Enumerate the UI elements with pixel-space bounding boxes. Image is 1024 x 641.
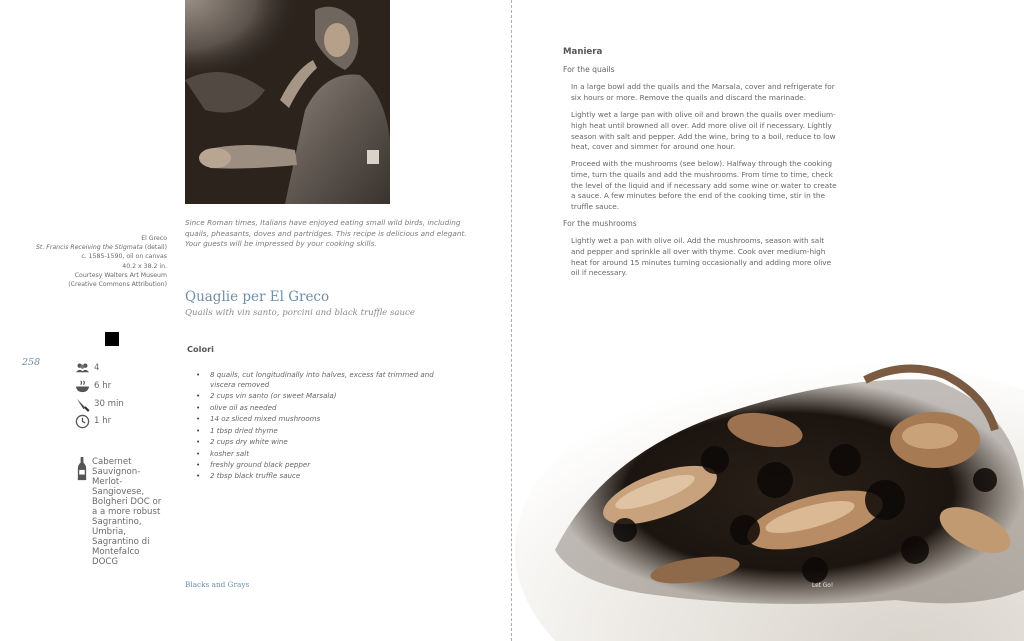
black-square-mark xyxy=(105,332,119,346)
wine-text: Cabernet Sauvignon-Merlot-Sangiovese, Bolgheri DOC or a a more robust Sagrantino, Umbria, Sagrantino di Montefalco DOCG xyxy=(92,457,162,567)
clock-icon xyxy=(74,413,90,429)
ingredients-heading: Colori xyxy=(187,344,214,354)
credit-license: (Creative Commons Attribution) xyxy=(68,281,167,289)
knife-icon xyxy=(74,396,90,412)
marinate-time-value: 6 hr xyxy=(94,381,112,391)
painting-image xyxy=(185,0,390,204)
credit-date-medium: c. 1585-1590, oil on canvas xyxy=(81,253,167,261)
credit-work-name: St. Francis Receiving the Stigmata xyxy=(36,244,143,252)
ingredient-item: • olive oil as needed xyxy=(196,403,451,413)
prep-row xyxy=(74,396,174,412)
credit-work-note: (detail) xyxy=(144,244,167,252)
people-icon xyxy=(74,360,90,376)
recipe-subtitle: Quails with vin santo, porcini and black truffle sauce xyxy=(185,308,415,318)
credit-dimensions: 40.2 x 38.2 in. xyxy=(122,262,167,270)
marinate-row xyxy=(74,378,174,394)
section-quails-label: For the quails xyxy=(563,65,615,74)
ingredient-item: • 8 quails, cut longitudinally into halves, excess fat trimmed and viscera removed xyxy=(196,370,451,389)
quail-step-1: In a large bowl add the quails and the Marsala, cover and refrigerate for six hours or more. Remove the quails and discard the marinade. xyxy=(571,82,835,102)
photo-credit: Let Go! xyxy=(812,583,834,589)
ingredient-item: • 2 tbsp black truffle sauce xyxy=(196,471,451,481)
credit-artist: El Greco xyxy=(141,235,167,242)
food-photo xyxy=(515,320,1024,641)
quail-step-3: Proceed with the mushrooms (see below). Halfway through the cooking time, turn the quails and add the mushrooms. From time to time, check the level of the liquid and if necessary add some wine or water to create a sauce. A few minutes before the end of the cooking time, stir in the truffle sauce. xyxy=(571,159,837,212)
page-number-left: 258 xyxy=(22,357,41,368)
wine-bottle-icon xyxy=(76,457,88,567)
ingredient-item: • 2 cups vin santo (or sweet Marsala) xyxy=(196,391,451,401)
ingredients-list xyxy=(196,370,451,483)
quail-step-2: Lightly wet a large pan with olive oil and brown the quails over medium-high heat until browned all over. Add more olive oil if necessary. Lightly season with salt and pepper. Add the wine, bring to a boil, reduce to low heat, cover and simmer for around one hour. xyxy=(571,110,836,152)
cook-time-value: 1 hr xyxy=(94,416,112,426)
credit-work-title xyxy=(30,243,167,252)
section-mushrooms-label: For the mushrooms xyxy=(563,219,637,228)
cook-row xyxy=(74,413,174,429)
page-divider xyxy=(511,0,512,641)
wine-pairing xyxy=(76,457,166,567)
prep-time-value: 30 min xyxy=(94,399,124,409)
servings-value: 4 xyxy=(94,363,100,373)
mushroom-step-1: Lightly wet a pan with olive oil. Add the mushrooms, season with salt and pepper and sprinkle all over with thyme. Cook over medium-high heat for around 15 minutes turning occasionally and adding more olive oil if necessary. xyxy=(571,236,832,278)
ingredient-item: • 14 oz sliced mixed mushrooms xyxy=(196,414,451,424)
ingredient-item: • kosher salt xyxy=(196,449,451,459)
page-footer: Blacks and Grays xyxy=(185,580,250,589)
painting-credit xyxy=(30,234,167,289)
credit-courtesy: Courtesy Walters Art Museum xyxy=(74,271,167,279)
method-heading: Maniera xyxy=(563,47,603,57)
intro-text: Since Roman times, Italians have enjoyed eating small wild birds, including quails, pheasants, doves and partridges. This recipe is delicious and elegant. Your guests will be impressed by your cooking skills. xyxy=(185,218,467,249)
ingredient-item: • freshly ground black pepper xyxy=(196,460,451,470)
bowl-icon xyxy=(74,378,90,394)
ingredient-item: • 1 tbsp dried thyme xyxy=(196,426,451,436)
ingredient-item: • 2 cups dry white wine xyxy=(196,437,451,447)
servings-row xyxy=(74,360,174,376)
recipe-title: Quaglie per El Greco xyxy=(185,289,330,305)
